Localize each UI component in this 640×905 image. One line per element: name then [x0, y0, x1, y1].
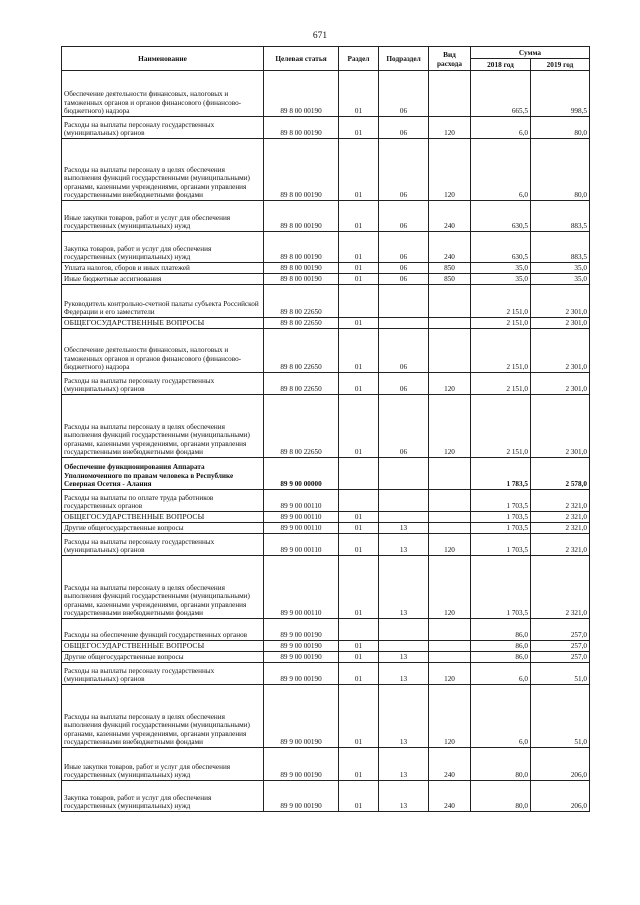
cell-section: 01 — [339, 71, 379, 117]
table-row — [62, 285, 590, 318]
table-row — [62, 373, 590, 395]
cell-expense-type — [429, 329, 471, 373]
cell-sum-2019: 51,0 — [531, 663, 590, 685]
cell-section: 01 — [339, 781, 379, 812]
cell-sum-2018: 6,0 — [471, 663, 531, 685]
cell-expense-type: 240 — [429, 748, 471, 781]
cell-subsection: 13 — [379, 652, 429, 663]
header-subsection: Подраздел — [379, 47, 429, 71]
table-row — [62, 748, 590, 781]
cell-name: ОБЩЕГОСУДАРСТВЕННЫЕ ВОПРОСЫ — [62, 641, 264, 652]
cell-sum-2019: 80,0 — [531, 139, 590, 201]
cell-name: Другие общегосударственные вопросы — [62, 523, 264, 534]
cell-section: 01 — [339, 512, 379, 523]
table-row — [62, 329, 590, 373]
cell-target-code: 89 9 00 00190 — [264, 652, 339, 663]
cell-section: 01 — [339, 641, 379, 652]
header-year-2019: 2019 год — [531, 59, 590, 71]
table-row — [62, 263, 590, 274]
cell-target-code: 89 9 00 00190 — [264, 663, 339, 685]
cell-subsection — [379, 641, 429, 652]
table-row — [62, 512, 590, 523]
cell-sum-2018: 86,0 — [471, 652, 531, 663]
cell-name: Расходы на выплаты по оплате труда работников государственных органов — [62, 490, 264, 512]
cell-sum-2019: 2 301,0 — [531, 285, 590, 318]
cell-section — [339, 458, 379, 490]
cell-expense-type — [429, 285, 471, 318]
cell-section: 01 — [339, 395, 379, 458]
cell-subsection: 13 — [379, 534, 429, 556]
cell-sum-2018: 1 703,5 — [471, 534, 531, 556]
cell-expense-type: 120 — [429, 685, 471, 748]
cell-sum-2018: 80,0 — [471, 748, 531, 781]
cell-target-code: 89 9 00 00190 — [264, 781, 339, 812]
table-row — [62, 395, 590, 458]
cell-sum-2019: 2 321,0 — [531, 534, 590, 556]
cell-section: 01 — [339, 373, 379, 395]
cell-subsection — [379, 285, 429, 318]
cell-target-code: 89 9 00 00110 — [264, 523, 339, 534]
table-row — [62, 663, 590, 685]
cell-name: Другие общегосударственные вопросы — [62, 652, 264, 663]
cell-target-code: 89 9 00 00190 — [264, 685, 339, 748]
cell-name: Обеспечение функционирования Аппарата Уполномоченного по правам человека в Республике Северная Осетия - Алания — [62, 458, 264, 490]
cell-subsection — [379, 318, 429, 329]
cell-sum-2019: 2 321,0 — [531, 556, 590, 619]
cell-sum-2018: 2 151,0 — [471, 318, 531, 329]
cell-section: 01 — [339, 232, 379, 263]
cell-name: Расходы на выплаты персоналу в целях обеспечения выполнения функций государственными (муниципальными) органами, казенными учреждениями, органами управления государственными внебюджетными фондами — [62, 139, 264, 201]
cell-sum-2019: 883,5 — [531, 201, 590, 232]
cell-sum-2019: 206,0 — [531, 748, 590, 781]
cell-target-code: 89 8 00 00190 — [264, 274, 339, 285]
cell-name: Закупка товаров, работ и услуг для обеспечения государственных (муниципальных) нужд — [62, 781, 264, 812]
cell-target-code: 89 8 00 00190 — [264, 139, 339, 201]
cell-name: Иные закупки товаров, работ и услуг для обеспечения государственных (муниципальных) нужд — [62, 748, 264, 781]
cell-expense-type: 120 — [429, 373, 471, 395]
cell-sum-2019: 257,0 — [531, 619, 590, 641]
cell-name: Расходы на выплаты персоналу в целях обеспечения выполнения функций государственными (муниципальными) органами, казенными учреждениями, органами управления государственными внебюджетными фондами — [62, 395, 264, 458]
cell-sum-2018: 1 783,5 — [471, 458, 531, 490]
cell-subsection: 06 — [379, 71, 429, 117]
cell-section: 01 — [339, 139, 379, 201]
cell-sum-2018: 35,0 — [471, 274, 531, 285]
cell-sum-2018: 665,5 — [471, 71, 531, 117]
page-number: 671 — [312, 31, 328, 41]
cell-target-code: 89 8 00 00190 — [264, 71, 339, 117]
table-row — [62, 139, 590, 201]
table-row — [62, 652, 590, 663]
cell-name: Расходы на выплаты персоналу в целях обеспечения выполнения функций государственными (муниципальными) органами, казенными учреждениями, органами управления государственными внебюджетными фондами — [62, 685, 264, 748]
cell-sum-2019: 2 321,0 — [531, 523, 590, 534]
cell-sum-2018: 6,0 — [471, 139, 531, 201]
cell-subsection: 06 — [379, 263, 429, 274]
header-section: Раздел — [339, 47, 379, 71]
table-row — [62, 458, 590, 490]
cell-sum-2019: 883,5 — [531, 232, 590, 263]
cell-subsection: 06 — [379, 232, 429, 263]
cell-subsection — [379, 619, 429, 641]
cell-subsection: 13 — [379, 523, 429, 534]
cell-sum-2019: 2 321,0 — [531, 490, 590, 512]
cell-subsection: 13 — [379, 685, 429, 748]
table-body — [62, 71, 590, 812]
cell-sum-2018: 2 151,0 — [471, 285, 531, 318]
table-row — [62, 685, 590, 748]
cell-sum-2019: 2 578,0 — [531, 458, 590, 490]
cell-name: Расходы на обеспечение функций государственных органов — [62, 619, 264, 641]
cell-expense-type: 850 — [429, 274, 471, 285]
cell-sum-2018: 86,0 — [471, 619, 531, 641]
table-row — [62, 534, 590, 556]
cell-section — [339, 619, 379, 641]
cell-sum-2019: 206,0 — [531, 781, 590, 812]
cell-expense-type — [429, 512, 471, 523]
cell-name: Обеспечение деятельности финансовых, налоговых и таможенных органов и органов финансового (финансово-бюджетного) надзора — [62, 329, 264, 373]
cell-expense-type — [429, 318, 471, 329]
table-row — [62, 781, 590, 812]
cell-name: Расходы на выплаты персоналу государственных (муниципальных) органов — [62, 663, 264, 685]
cell-subsection: 13 — [379, 556, 429, 619]
cell-target-code: 89 8 00 00190 — [264, 263, 339, 274]
cell-name: ОБЩЕГОСУДАРСТВЕННЫЕ ВОПРОСЫ — [62, 512, 264, 523]
cell-section: 01 — [339, 329, 379, 373]
cell-subsection: 06 — [379, 201, 429, 232]
table-row — [62, 318, 590, 329]
cell-subsection: 13 — [379, 781, 429, 812]
cell-target-code: 89 8 00 22650 — [264, 395, 339, 458]
cell-sum-2019: 2 321,0 — [531, 512, 590, 523]
cell-subsection — [379, 490, 429, 512]
cell-expense-type: 850 — [429, 263, 471, 274]
cell-sum-2019: 2 301,0 — [531, 318, 590, 329]
header-name: Наименование — [62, 47, 264, 71]
cell-section: 01 — [339, 685, 379, 748]
cell-section — [339, 490, 379, 512]
cell-expense-type: 120 — [429, 117, 471, 139]
cell-subsection: 13 — [379, 663, 429, 685]
cell-subsection: 06 — [379, 329, 429, 373]
cell-expense-type: 120 — [429, 395, 471, 458]
cell-section: 01 — [339, 263, 379, 274]
cell-name: Расходы на выплаты персоналу государственных (муниципальных) органов — [62, 373, 264, 395]
table-row — [62, 117, 590, 139]
cell-subsection: 06 — [379, 139, 429, 201]
table-row — [62, 641, 590, 652]
table-row — [62, 490, 590, 512]
cell-expense-type — [429, 641, 471, 652]
cell-target-code: 89 8 00 00190 — [264, 232, 339, 263]
cell-target-code: 89 8 00 22650 — [264, 285, 339, 318]
cell-sum-2018: 6,0 — [471, 685, 531, 748]
cell-subsection — [379, 458, 429, 490]
cell-section: 01 — [339, 652, 379, 663]
table-row — [62, 619, 590, 641]
cell-expense-type — [429, 71, 471, 117]
cell-target-code: 89 9 00 00190 — [264, 748, 339, 781]
cell-section: 01 — [339, 117, 379, 139]
cell-section: 01 — [339, 663, 379, 685]
cell-sum-2018: 6,0 — [471, 117, 531, 139]
cell-target-code: 89 9 00 00110 — [264, 490, 339, 512]
cell-subsection: 06 — [379, 395, 429, 458]
cell-target-code: 89 8 00 22650 — [264, 329, 339, 373]
cell-name: Расходы на выплаты персоналу в целях обеспечения выполнения функций государственными (муниципальными) органами, казенными учреждениями, органами управления государственными внебюджетными фондами — [62, 556, 264, 619]
table-row — [62, 232, 590, 263]
cell-sum-2018: 1 703,5 — [471, 556, 531, 619]
cell-target-code: 89 9 00 00000 — [264, 458, 339, 490]
cell-name: Руководитель контрольно-счетной палаты субъекта Российской Федерации и его заместители — [62, 285, 264, 318]
header-expense-type: Вид расхода — [429, 47, 471, 71]
cell-expense-type: 120 — [429, 534, 471, 556]
cell-sum-2018: 86,0 — [471, 641, 531, 652]
header-code: Целевая статья — [264, 47, 339, 71]
cell-name: Закупка товаров, работ и услуг для обеспечения государственных (муниципальных) нужд — [62, 232, 264, 263]
cell-target-code: 89 8 00 00190 — [264, 117, 339, 139]
table-header — [62, 47, 590, 71]
cell-section: 01 — [339, 523, 379, 534]
cell-section: 01 — [339, 274, 379, 285]
cell-expense-type: 240 — [429, 201, 471, 232]
cell-sum-2018: 2 151,0 — [471, 373, 531, 395]
cell-expense-type — [429, 652, 471, 663]
cell-target-code: 89 9 00 00110 — [264, 534, 339, 556]
cell-subsection: 13 — [379, 748, 429, 781]
cell-section: 01 — [339, 534, 379, 556]
cell-expense-type: 240 — [429, 781, 471, 812]
header-sum: Сумма — [471, 47, 590, 59]
cell-expense-type — [429, 523, 471, 534]
cell-sum-2019: 2 301,0 — [531, 329, 590, 373]
cell-expense-type: 240 — [429, 232, 471, 263]
cell-subsection: 06 — [379, 373, 429, 395]
cell-name: Иные закупки товаров, работ и услуг для обеспечения государственных (муниципальных) нужд — [62, 201, 264, 232]
header-year-2018: 2018 год — [471, 59, 531, 71]
table-row — [62, 201, 590, 232]
cell-sum-2019: 2 301,0 — [531, 373, 590, 395]
cell-target-code: 89 9 00 00190 — [264, 619, 339, 641]
cell-sum-2018: 80,0 — [471, 781, 531, 812]
cell-sum-2019: 257,0 — [531, 641, 590, 652]
cell-sum-2018: 35,0 — [471, 263, 531, 274]
cell-target-code: 89 9 00 00110 — [264, 512, 339, 523]
cell-sum-2019: 80,0 — [531, 117, 590, 139]
cell-expense-type — [429, 458, 471, 490]
cell-sum-2018: 1 703,5 — [471, 523, 531, 534]
cell-sum-2018: 1 703,5 — [471, 490, 531, 512]
cell-target-code: 89 8 00 22650 — [264, 318, 339, 329]
cell-sum-2018: 630,5 — [471, 232, 531, 263]
cell-sum-2018: 630,5 — [471, 201, 531, 232]
table-row — [62, 71, 590, 117]
cell-sum-2019: 35,0 — [531, 274, 590, 285]
table-row — [62, 523, 590, 534]
cell-name: Иные бюджетные ассигнования — [62, 274, 264, 285]
cell-expense-type — [429, 619, 471, 641]
cell-target-code: 89 9 00 00110 — [264, 556, 339, 619]
cell-name: Расходы на выплаты персоналу государственных (муниципальных) органов — [62, 534, 264, 556]
cell-name: Обеспечение деятельности финансовых, налоговых и таможенных органов и органов финансового (финансово-бюджетного) надзора — [62, 71, 264, 117]
cell-subsection: 06 — [379, 117, 429, 139]
cell-section: 01 — [339, 318, 379, 329]
cell-sum-2018: 1 703,5 — [471, 512, 531, 523]
cell-sum-2019: 257,0 — [531, 652, 590, 663]
cell-subsection — [379, 512, 429, 523]
cell-sum-2018: 2 151,0 — [471, 329, 531, 373]
cell-section: 01 — [339, 748, 379, 781]
cell-subsection: 06 — [379, 274, 429, 285]
cell-name: ОБЩЕГОСУДАРСТВЕННЫЕ ВОПРОСЫ — [62, 318, 264, 329]
cell-section: 01 — [339, 556, 379, 619]
table-row — [62, 556, 590, 619]
cell-sum-2019: 35,0 — [531, 263, 590, 274]
cell-target-code: 89 8 00 22650 — [264, 373, 339, 395]
cell-expense-type: 120 — [429, 139, 471, 201]
cell-name: Расходы на выплаты персоналу государственных (муниципальных) органов — [62, 117, 264, 139]
budget-table — [61, 46, 590, 812]
cell-name: Уплата налогов, сборов и иных платежей — [62, 263, 264, 274]
cell-section: 01 — [339, 201, 379, 232]
cell-expense-type — [429, 490, 471, 512]
cell-target-code: 89 9 00 00190 — [264, 641, 339, 652]
cell-sum-2019: 51,0 — [531, 685, 590, 748]
cell-expense-type: 120 — [429, 663, 471, 685]
cell-target-code: 89 8 00 00190 — [264, 201, 339, 232]
table-row — [62, 274, 590, 285]
cell-sum-2018: 2 151,0 — [471, 395, 531, 458]
cell-sum-2019: 998,5 — [531, 71, 590, 117]
cell-section — [339, 285, 379, 318]
cell-sum-2019: 2 301,0 — [531, 395, 590, 458]
cell-expense-type: 120 — [429, 556, 471, 619]
